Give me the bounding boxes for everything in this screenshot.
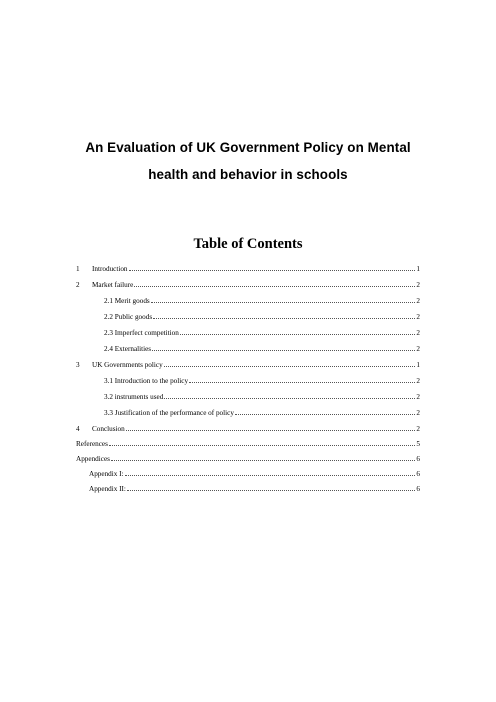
toc-entry-page: 6	[416, 470, 420, 478]
toc-entry-introduction[interactable]	[76, 263, 420, 274]
toc-entry-references[interactable]	[76, 438, 420, 449]
dot-leader	[153, 311, 415, 319]
dot-leader	[189, 375, 415, 383]
toc-entry-number: 4	[76, 425, 80, 433]
toc-entry-label: Market failure	[92, 281, 134, 289]
toc-entry-page: 1	[416, 361, 420, 369]
toc-heading: Table of Contents	[193, 236, 303, 252]
toc-entry-label: 3.1 Introduction to the policy	[104, 377, 189, 385]
toc-entry-market-failure[interactable]	[76, 279, 420, 290]
toc-entry-label: 3.3 Justification of the performance of policy	[104, 409, 234, 417]
toc-entry-page: 6	[416, 485, 420, 493]
toc-entry-label: Conclusion	[92, 425, 125, 433]
dot-leader	[152, 343, 415, 351]
toc-entry-page: 2	[416, 425, 420, 433]
toc-entry-instruments-used[interactable]	[104, 391, 420, 402]
toc-entry-page: 6	[416, 455, 420, 463]
toc-entry-page: 2	[416, 393, 420, 401]
toc-entry-page: 2	[416, 345, 420, 353]
toc-entry-page: 2	[416, 313, 420, 321]
toc-entry-label: Appendix I:	[89, 470, 124, 478]
dot-leader	[164, 391, 415, 399]
toc-entry-uk-governments-policy[interactable]	[76, 359, 420, 370]
toc-entry-label: References	[76, 440, 108, 448]
dot-leader	[125, 468, 416, 476]
toc-entry-public-goods[interactable]	[104, 311, 420, 322]
dot-leader	[134, 279, 415, 287]
dot-leader	[151, 295, 416, 303]
dot-leader	[127, 483, 415, 491]
toc-entry-imperfect-competition[interactable]	[104, 327, 420, 338]
toc-entry-number: 3	[76, 361, 80, 369]
dot-leader	[164, 359, 416, 367]
toc-entry-label: 2.3 Imperfect competition	[104, 329, 179, 337]
dot-leader	[111, 453, 415, 461]
toc-entry-appendices[interactable]	[76, 453, 420, 464]
document-title-line-2: health and behavior in schools	[148, 167, 348, 182]
toc-entry-page: 2	[416, 329, 420, 337]
dot-leader	[129, 263, 416, 271]
toc-entry-label: Appendices	[76, 455, 110, 463]
toc-entry-label: Introduction	[92, 265, 128, 273]
toc-entry-page: 2	[416, 297, 420, 305]
toc-entry-page: 1	[416, 265, 420, 273]
toc-entry-label: 2.2 Public goods	[104, 313, 153, 321]
toc-entry-merit-goods[interactable]	[104, 295, 420, 306]
toc-entry-appendix-ii[interactable]	[89, 483, 420, 494]
toc-entry-number: 1	[76, 265, 80, 273]
toc-entry-conclusion[interactable]	[76, 423, 420, 434]
toc-entry-appendix-i[interactable]	[89, 468, 420, 479]
toc-entry-label: Appendix II:	[89, 485, 126, 493]
toc-entry-number: 2	[76, 281, 80, 289]
dot-leader	[126, 423, 416, 431]
toc-entry-justification-of-performance[interactable]	[104, 407, 420, 418]
document-title-line-1: An Evaluation of UK Government Policy on Mental	[85, 140, 411, 155]
dot-leader	[180, 327, 416, 335]
dot-leader	[235, 407, 415, 415]
toc-entry-externalities[interactable]	[104, 343, 420, 354]
toc-entry-label: 3.2 instruments used	[104, 393, 164, 401]
toc-entry-label: UK Governments policy	[92, 361, 163, 369]
toc-entry-page: 2	[416, 377, 420, 385]
toc-entry-label: 2.1 Merit goods	[104, 297, 150, 305]
toc-entry-page: 5	[416, 440, 420, 448]
dot-leader	[109, 438, 415, 446]
toc-entry-label: 2.4 Externalities	[104, 345, 152, 353]
toc-entry-page: 2	[416, 281, 420, 289]
toc-entry-introduction-to-the-policy[interactable]	[104, 375, 420, 386]
toc-entry-page: 2	[416, 409, 420, 417]
